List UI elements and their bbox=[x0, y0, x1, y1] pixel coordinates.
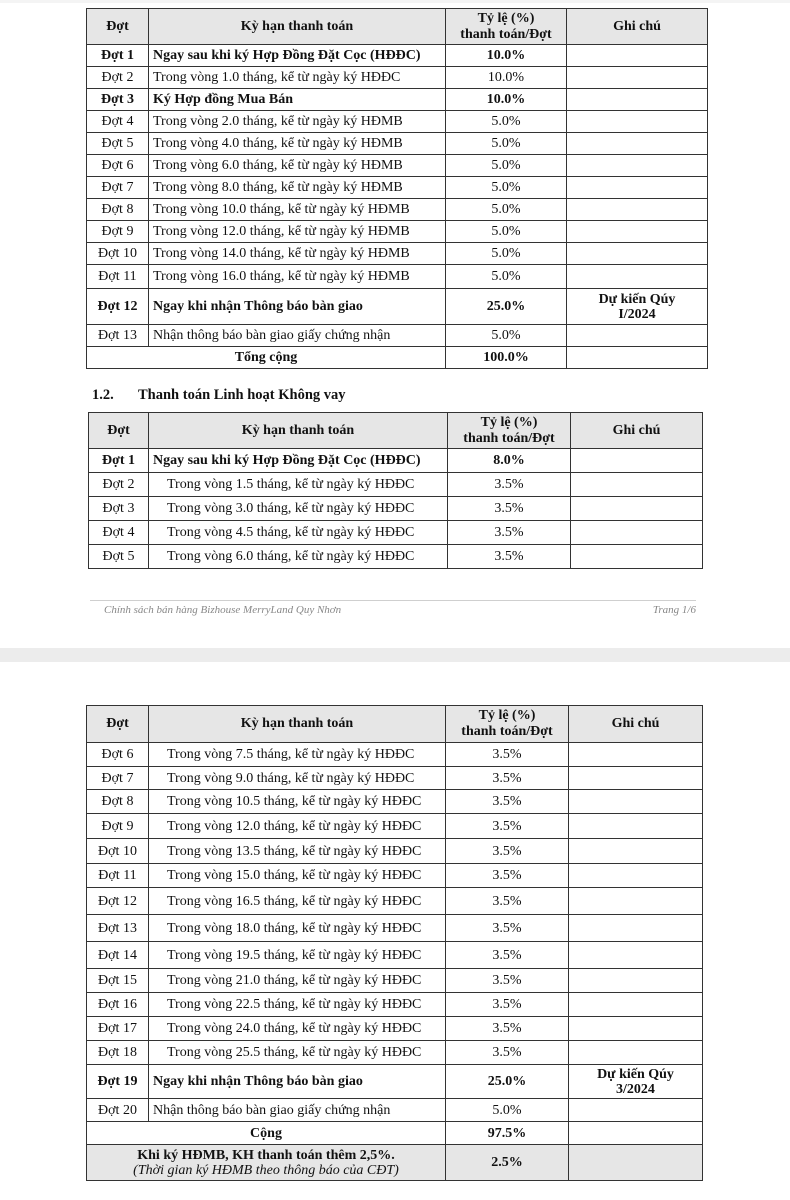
row-rate: 5.0% bbox=[446, 1099, 569, 1122]
row-rate: 3.5% bbox=[446, 839, 569, 864]
row-rate: 25.0% bbox=[446, 289, 567, 325]
header-note: Ghi chú bbox=[567, 9, 708, 45]
row-term: Trong vòng 9.0 tháng, kể từ ngày ký HĐĐC bbox=[149, 767, 446, 790]
row-rate: 25.0% bbox=[446, 1065, 569, 1099]
row-rate: 3.5% bbox=[448, 473, 571, 497]
row-rate: 3.5% bbox=[446, 790, 569, 814]
row-term: Ngay khi nhận Thông báo bàn giao bbox=[149, 1065, 446, 1099]
row-rate: 5.0% bbox=[446, 243, 567, 265]
row-note: Dự kiến Qúy 3/2024 bbox=[569, 1065, 703, 1099]
row-term: Trong vòng 6.0 tháng, kể từ ngày ký HĐMB bbox=[149, 155, 446, 177]
row-note bbox=[569, 915, 703, 942]
row-rate: 10.0% bbox=[446, 45, 567, 67]
table-row bbox=[89, 545, 703, 569]
row-rate: 3.5% bbox=[446, 915, 569, 942]
table-row bbox=[87, 839, 703, 864]
row-dot: Đợt 1 bbox=[89, 449, 149, 473]
footer-divider bbox=[90, 600, 696, 601]
row-dot: Đợt 13 bbox=[87, 915, 149, 942]
table-row bbox=[87, 1041, 703, 1065]
row-term: Trong vòng 2.0 tháng, kể từ ngày ký HĐMB bbox=[149, 111, 446, 133]
row-note bbox=[569, 969, 703, 993]
row-term: Trong vòng 4.5 tháng, kể từ ngày ký HĐĐC bbox=[149, 521, 448, 545]
row-dot: Đợt 15 bbox=[87, 969, 149, 993]
row-term: Trong vòng 22.5 tháng, kể từ ngày ký HĐĐC bbox=[149, 993, 446, 1017]
row-rate: 3.5% bbox=[446, 1041, 569, 1065]
row-dot: Đợt 3 bbox=[87, 89, 149, 111]
row-note bbox=[569, 839, 703, 864]
final-payment-value: 2.5% bbox=[446, 1145, 569, 1181]
table-header-row bbox=[87, 9, 708, 45]
row-dot: Đợt 11 bbox=[87, 265, 149, 289]
table-row bbox=[89, 521, 703, 545]
table-row bbox=[87, 1017, 703, 1041]
row-rate: 3.5% bbox=[446, 969, 569, 993]
row-note bbox=[567, 45, 708, 67]
row-note bbox=[567, 89, 708, 111]
footer-doc-title: Chính sách bán hàng Bizhouse MerryLand Quy Nhơn bbox=[104, 604, 342, 616]
row-term: Trong vòng 12.0 tháng, kể từ ngày ký HĐMB bbox=[149, 221, 446, 243]
row-note bbox=[567, 67, 708, 89]
section-number: 1.2. bbox=[92, 387, 114, 403]
row-dot: Đợt 17 bbox=[87, 1017, 149, 1041]
row-rate: 5.0% bbox=[446, 111, 567, 133]
row-term: Trong vòng 8.0 tháng, kể từ ngày ký HĐMB bbox=[149, 177, 446, 199]
row-note bbox=[569, 767, 703, 790]
row-term: Trong vòng 6.0 tháng, kể từ ngày ký HĐĐC bbox=[149, 545, 448, 569]
table-row bbox=[87, 814, 703, 839]
row-note: Dự kiến Qúy I/2024 bbox=[567, 289, 708, 325]
row-rate: 3.5% bbox=[448, 545, 571, 569]
table-row bbox=[87, 888, 703, 915]
table-row bbox=[87, 325, 708, 347]
table-row bbox=[87, 133, 708, 155]
row-term: Trong vòng 25.5 tháng, kể từ ngày ký HĐĐC bbox=[149, 1041, 446, 1065]
row-rate: 5.0% bbox=[446, 265, 567, 289]
total-row bbox=[87, 347, 708, 369]
row-note bbox=[567, 221, 708, 243]
row-dot: Đợt 14 bbox=[87, 942, 149, 969]
table-row bbox=[87, 864, 703, 888]
subtotal-row bbox=[87, 1122, 703, 1145]
row-dot: Đợt 10 bbox=[87, 839, 149, 864]
table-row bbox=[87, 155, 708, 177]
row-dot: Đợt 13 bbox=[87, 325, 149, 347]
row-dot: Đợt 9 bbox=[87, 814, 149, 839]
header-note: Ghi chú bbox=[569, 706, 703, 743]
row-dot: Đợt 6 bbox=[87, 743, 149, 767]
row-dot: Đợt 19 bbox=[87, 1065, 149, 1099]
row-note bbox=[571, 449, 703, 473]
row-note bbox=[569, 814, 703, 839]
table-row bbox=[87, 1099, 703, 1122]
table-row bbox=[89, 497, 703, 521]
row-rate: 10.0% bbox=[446, 67, 567, 89]
table-header-row bbox=[89, 413, 703, 449]
row-rate: 5.0% bbox=[446, 199, 567, 221]
row-dot: Đợt 5 bbox=[89, 545, 149, 569]
row-dot: Đợt 4 bbox=[89, 521, 149, 545]
row-rate: 5.0% bbox=[446, 221, 567, 243]
table-row bbox=[87, 221, 708, 243]
final-payment-row bbox=[87, 1145, 703, 1181]
table-row bbox=[87, 790, 703, 814]
row-rate: 5.0% bbox=[446, 177, 567, 199]
row-note bbox=[569, 993, 703, 1017]
total-note bbox=[567, 347, 708, 369]
table-row bbox=[87, 199, 708, 221]
row-rate: 3.5% bbox=[446, 1017, 569, 1041]
row-rate: 3.5% bbox=[448, 521, 571, 545]
table-row bbox=[87, 45, 708, 67]
row-rate: 3.5% bbox=[446, 814, 569, 839]
row-rate: 3.5% bbox=[448, 497, 571, 521]
row-term: Ký Hợp đồng Mua Bán bbox=[149, 89, 446, 111]
row-note bbox=[567, 199, 708, 221]
row-dot: Đợt 8 bbox=[87, 790, 149, 814]
row-note bbox=[567, 155, 708, 177]
row-term: Trong vòng 24.0 tháng, kể từ ngày ký HĐĐC bbox=[149, 1017, 446, 1041]
header-term: Kỳ hạn thanh toán bbox=[149, 706, 446, 743]
row-dot: Đợt 10 bbox=[87, 243, 149, 265]
header-dot: Đợt bbox=[89, 413, 149, 449]
row-rate: 8.0% bbox=[448, 449, 571, 473]
row-note bbox=[567, 111, 708, 133]
row-note bbox=[569, 888, 703, 915]
row-term: Trong vòng 16.0 tháng, kể từ ngày ký HĐMB bbox=[149, 265, 446, 289]
row-dot: Đợt 2 bbox=[89, 473, 149, 497]
row-term: Trong vòng 15.0 tháng, kể từ ngày ký HĐĐC bbox=[149, 864, 446, 888]
row-note bbox=[567, 177, 708, 199]
table-row bbox=[87, 969, 703, 993]
row-rate: 3.5% bbox=[446, 864, 569, 888]
row-dot: Đợt 12 bbox=[87, 289, 149, 325]
row-note bbox=[569, 1017, 703, 1041]
row-term: Trong vòng 14.0 tháng, kể từ ngày ký HĐMB bbox=[149, 243, 446, 265]
row-note bbox=[569, 790, 703, 814]
table-row bbox=[89, 473, 703, 497]
row-dot: Đợt 2 bbox=[87, 67, 149, 89]
header-dot: Đợt bbox=[87, 9, 149, 45]
subtotal-value: 97.5% bbox=[446, 1122, 569, 1145]
row-term: Ngay sau khi ký Hợp Đồng Đặt Cọc (HĐĐC) bbox=[149, 449, 448, 473]
document-page-2 bbox=[0, 662, 790, 1200]
row-note bbox=[571, 545, 703, 569]
row-note bbox=[567, 133, 708, 155]
row-dot: Đợt 16 bbox=[87, 993, 149, 1017]
row-term: Trong vòng 18.0 tháng, kể từ ngày ký HĐĐC bbox=[149, 915, 446, 942]
subtotal-label: Cộng bbox=[87, 1122, 446, 1145]
row-note bbox=[569, 1041, 703, 1065]
footer-page-number: Trang 1/6 bbox=[652, 604, 696, 616]
row-dot: Đợt 11 bbox=[87, 864, 149, 888]
table-row bbox=[87, 915, 703, 942]
row-term: Trong vòng 7.5 tháng, kể từ ngày ký HĐĐC bbox=[149, 743, 446, 767]
section-title: Thanh toán Linh hoạt Không vay bbox=[138, 387, 346, 403]
table-row bbox=[89, 449, 703, 473]
row-dot: Đợt 4 bbox=[87, 111, 149, 133]
row-note bbox=[569, 743, 703, 767]
table-header-row bbox=[87, 706, 703, 743]
table-row bbox=[87, 1065, 703, 1099]
row-dot: Đợt 1 bbox=[87, 45, 149, 67]
row-rate: 3.5% bbox=[446, 888, 569, 915]
table-row bbox=[87, 767, 703, 790]
total-value: 100.0% bbox=[446, 347, 567, 369]
row-dot: Đợt 3 bbox=[89, 497, 149, 521]
row-note bbox=[571, 521, 703, 545]
table-row bbox=[87, 289, 708, 325]
row-term: Ngay sau khi ký Hợp Đồng Đặt Cọc (HĐĐC) bbox=[149, 45, 446, 67]
table-row bbox=[87, 265, 708, 289]
row-term: Trong vòng 16.5 tháng, kể từ ngày ký HĐĐC bbox=[149, 888, 446, 915]
row-note bbox=[567, 325, 708, 347]
row-rate: 3.5% bbox=[446, 767, 569, 790]
row-term: Trong vòng 1.0 tháng, kể từ ngày ký HĐĐC bbox=[149, 67, 446, 89]
row-rate: 3.5% bbox=[446, 993, 569, 1017]
table-row bbox=[87, 111, 708, 133]
row-note bbox=[567, 265, 708, 289]
row-term: Trong vòng 13.5 tháng, kể từ ngày ký HĐĐC bbox=[149, 839, 446, 864]
row-term: Trong vòng 1.5 tháng, kể từ ngày ký HĐĐC bbox=[149, 473, 448, 497]
row-rate: 3.5% bbox=[446, 942, 569, 969]
table-row bbox=[87, 177, 708, 199]
row-note bbox=[569, 942, 703, 969]
row-term: Nhận thông báo bàn giao giấy chứng nhận bbox=[149, 1099, 446, 1122]
payment-table-flexible bbox=[88, 412, 703, 569]
row-dot: Đợt 18 bbox=[87, 1041, 149, 1065]
table-row bbox=[87, 89, 708, 111]
final-payment-note bbox=[569, 1145, 703, 1181]
row-rate: 5.0% bbox=[446, 133, 567, 155]
row-note bbox=[571, 473, 703, 497]
header-dot: Đợt bbox=[87, 706, 149, 743]
row-term: Ngay khi nhận Thông báo bàn giao bbox=[149, 289, 446, 325]
header-rate: Tỷ lệ (%) thanh toán/Đợt bbox=[446, 706, 569, 743]
row-dot: Đợt 20 bbox=[87, 1099, 149, 1122]
payment-table-flexible-continued bbox=[86, 705, 703, 1181]
payment-table-standard bbox=[86, 8, 708, 369]
row-term: Trong vòng 3.0 tháng, kể từ ngày ký HĐĐC bbox=[149, 497, 448, 521]
row-dot: Đợt 9 bbox=[87, 221, 149, 243]
row-term: Nhận thông báo bàn giao giấy chứng nhận bbox=[149, 325, 446, 347]
row-note bbox=[569, 864, 703, 888]
table-row bbox=[87, 743, 703, 767]
row-dot: Đợt 6 bbox=[87, 155, 149, 177]
row-term: Trong vòng 10.0 tháng, kể từ ngày ký HĐMB bbox=[149, 199, 446, 221]
header-term: Kỳ hạn thanh toán bbox=[149, 413, 448, 449]
total-label: Tổng cộng bbox=[87, 347, 446, 369]
row-term: Trong vòng 10.5 tháng, kể từ ngày ký HĐĐC bbox=[149, 790, 446, 814]
row-note bbox=[569, 1099, 703, 1122]
row-rate: 5.0% bbox=[446, 155, 567, 177]
subtotal-note bbox=[569, 1122, 703, 1145]
header-rate: Tỷ lệ (%) thanh toán/Đợt bbox=[448, 413, 571, 449]
page-top-edge bbox=[0, 0, 790, 3]
row-dot: Đợt 12 bbox=[87, 888, 149, 915]
table-row bbox=[87, 67, 708, 89]
row-rate: 3.5% bbox=[446, 743, 569, 767]
table-row bbox=[87, 993, 703, 1017]
header-term: Kỳ hạn thanh toán bbox=[149, 9, 446, 45]
row-dot: Đợt 8 bbox=[87, 199, 149, 221]
section-heading bbox=[92, 387, 346, 404]
row-term: Trong vòng 4.0 tháng, kể từ ngày ký HĐMB bbox=[149, 133, 446, 155]
table-row bbox=[87, 243, 708, 265]
final-payment-text: Khi ký HĐMB, KH thanh toán thêm 2,5%. (Thời gian ký HĐMB theo thông báo của CĐT) bbox=[87, 1145, 446, 1181]
row-note bbox=[571, 497, 703, 521]
header-note: Ghi chú bbox=[571, 413, 703, 449]
row-dot: Đợt 5 bbox=[87, 133, 149, 155]
row-term: Trong vòng 21.0 tháng, kể từ ngày ký HĐĐC bbox=[149, 969, 446, 993]
row-rate: 5.0% bbox=[446, 325, 567, 347]
table-row bbox=[87, 942, 703, 969]
row-note bbox=[567, 243, 708, 265]
row-dot: Đợt 7 bbox=[87, 177, 149, 199]
row-term: Trong vòng 12.0 tháng, kể từ ngày ký HĐĐC bbox=[149, 814, 446, 839]
row-rate: 10.0% bbox=[446, 89, 567, 111]
row-dot: Đợt 7 bbox=[87, 767, 149, 790]
header-rate: Tỷ lệ (%) thanh toán/Đợt bbox=[446, 9, 567, 45]
row-term: Trong vòng 19.5 tháng, kể từ ngày ký HĐĐC bbox=[149, 942, 446, 969]
